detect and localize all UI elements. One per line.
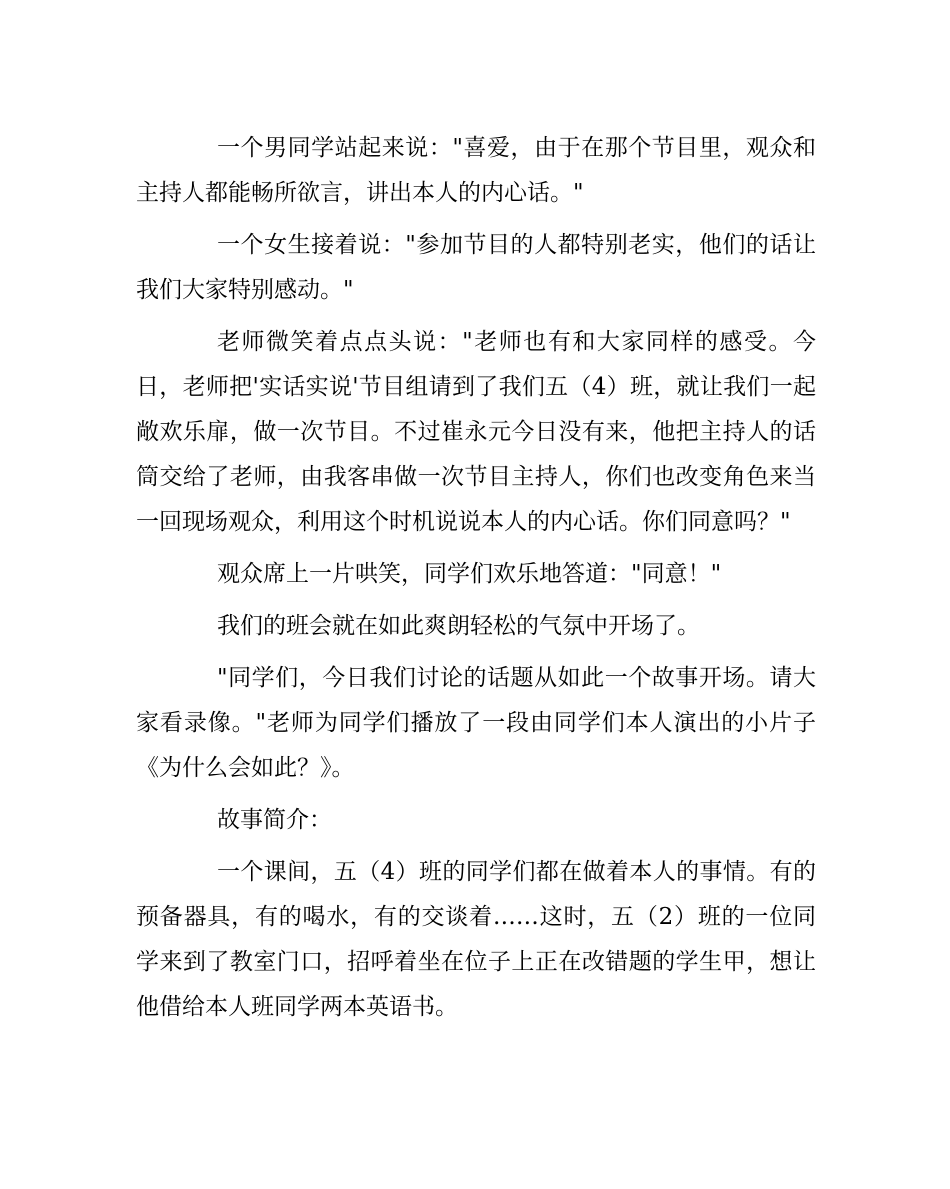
- paragraph: 一个课间，五（4）班的同学们都在做着本人的事情。有的预备器具，有的喝水，有的交谈着……这时，五（2）班的一位同学来到了教室门口，招呼着坐在位子上正在改错题的学生甲，想让他借给本人班同学两本英语书。: [136, 859, 816, 1020]
- paragraph: 一个男同学站起来说："喜爱，由于在那个节目里，观众和主持人都能畅所欲言，讲出本人的内心话。": [136, 135, 816, 206]
- paragraph: 故事简介：: [217, 807, 332, 833]
- document-body: [136, 126, 816, 1037]
- paragraph: 观众席上一片哄笑，同学们欢乐地答道："同意！": [217, 561, 722, 587]
- paragraph: "同学们，今日我们讨论的话题从如此一个故事开场。请大家看录像。"老师为同学们播放了一段由同学们本人演出的小片子《为什么会如此？》。: [136, 665, 816, 781]
- paragraph: 一个女生接着说："参加节目的人都特别老实，他们的话让我们大家特别感动。": [136, 232, 816, 303]
- paragraph: 老师微笑着点点头说："老师也有和大家同样的感受。今日，老师把'实话实说'节目组请到了我们五（4）班，就让我们一起敞欢乐扉，做一次节目。不过崔永元今日没有来，他把主持人的话筒交给了老师，由我客串做一次节目主持人，你们也改变角色来当一回现场观众，利用这个时机说说本人的内心话。你们同意吗？": [136, 329, 816, 535]
- paragraph: 我们的班会就在如此爽朗轻松的气氛中开场了。: [217, 613, 700, 639]
